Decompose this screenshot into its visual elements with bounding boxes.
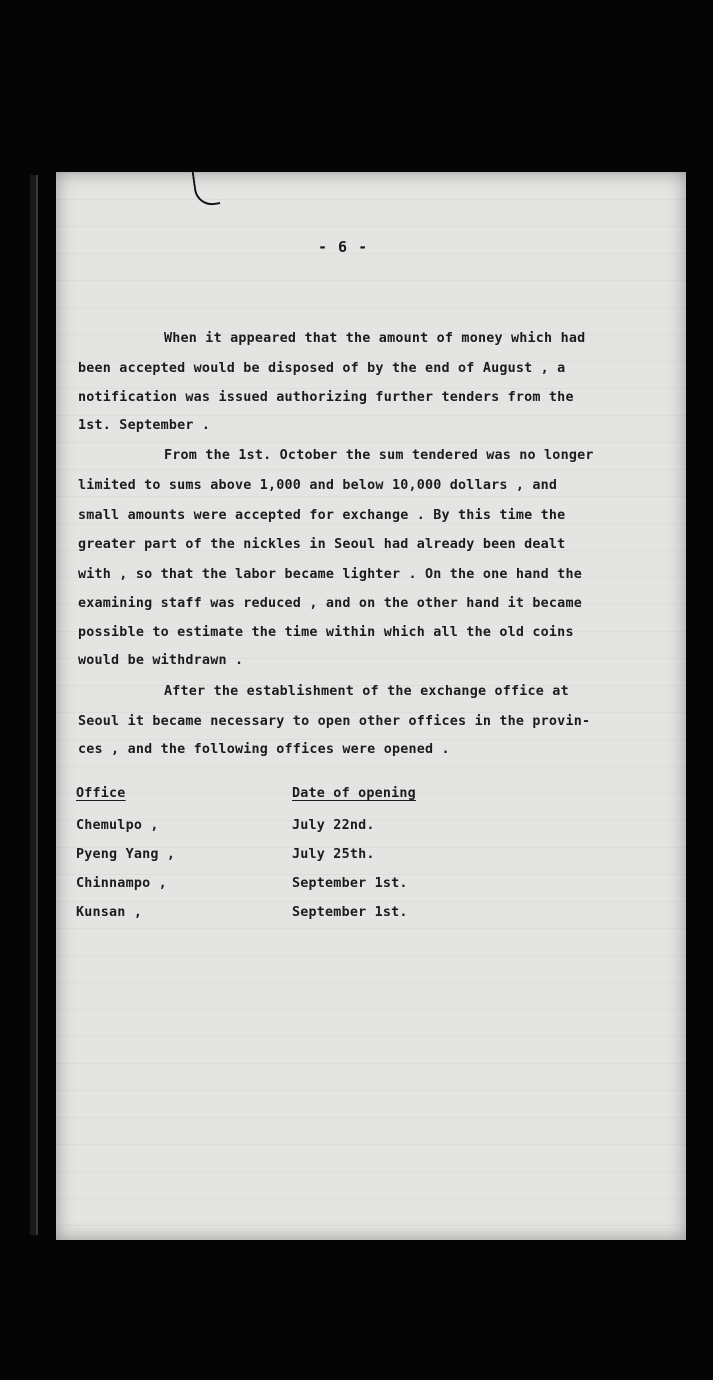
paragraph-2-line-3: small amounts were accepted for exchange . By this time the <box>78 508 566 523</box>
table-row-3-office: Chinnampo , <box>76 876 167 891</box>
table-row-1-date: July 22nd. <box>292 818 375 833</box>
paragraph-1-line-1: When it appeared that the amount of money which had <box>164 331 586 346</box>
paragraph-2-line-7: possible to estimate the time within which all the old coins <box>78 625 574 640</box>
paragraph-1-line-2: been accepted would be disposed of by the end of August , a <box>78 361 566 376</box>
paragraph-2-line-4: greater part of the nickles in Seoul had already been dealt <box>78 537 566 552</box>
table-row-2-date: July 25th. <box>292 847 375 862</box>
paragraph-1-line-3: notification was issued authorizing further tenders from the <box>78 390 574 405</box>
table-row-4-office: Kunsan , <box>76 905 143 920</box>
paragraph-3-line-1: After the establishment of the exchange office at <box>164 684 569 699</box>
table-row-2-office: Pyeng Yang , <box>76 847 176 862</box>
table-header-office: Office <box>76 786 126 801</box>
table-row-1-office: Chemulpo , <box>76 818 159 833</box>
film-edge <box>30 175 38 1235</box>
paragraph-2-line-2: limited to sums above 1,000 and below 10,000 dollars , and <box>78 478 558 493</box>
paragraph-1-line-4: 1st. September . <box>78 418 211 433</box>
table-row-3-date: September 1st. <box>292 876 408 891</box>
pen-stroke-mark <box>192 169 221 208</box>
paragraph-2-line-5: with , so that the labor became lighter . On the one hand the <box>78 567 582 582</box>
paragraph-2-line-6: examining staff was reduced , and on the other hand it became <box>78 596 582 611</box>
paragraph-3-line-3: ces , and the following offices were opened . <box>78 742 450 757</box>
table-header-date: Date of opening <box>292 786 416 801</box>
paragraph-2-line-1: From the 1st. October the sum tendered was no longer <box>164 448 594 463</box>
table-row-4-date: September 1st. <box>292 905 408 920</box>
document-page <box>56 172 686 1240</box>
paragraph-3-line-2: Seoul it became necessary to open other offices in the provin- <box>78 714 591 729</box>
page-number: - 6 - <box>318 238 369 256</box>
paragraph-2-line-8: would be withdrawn . <box>78 653 244 668</box>
